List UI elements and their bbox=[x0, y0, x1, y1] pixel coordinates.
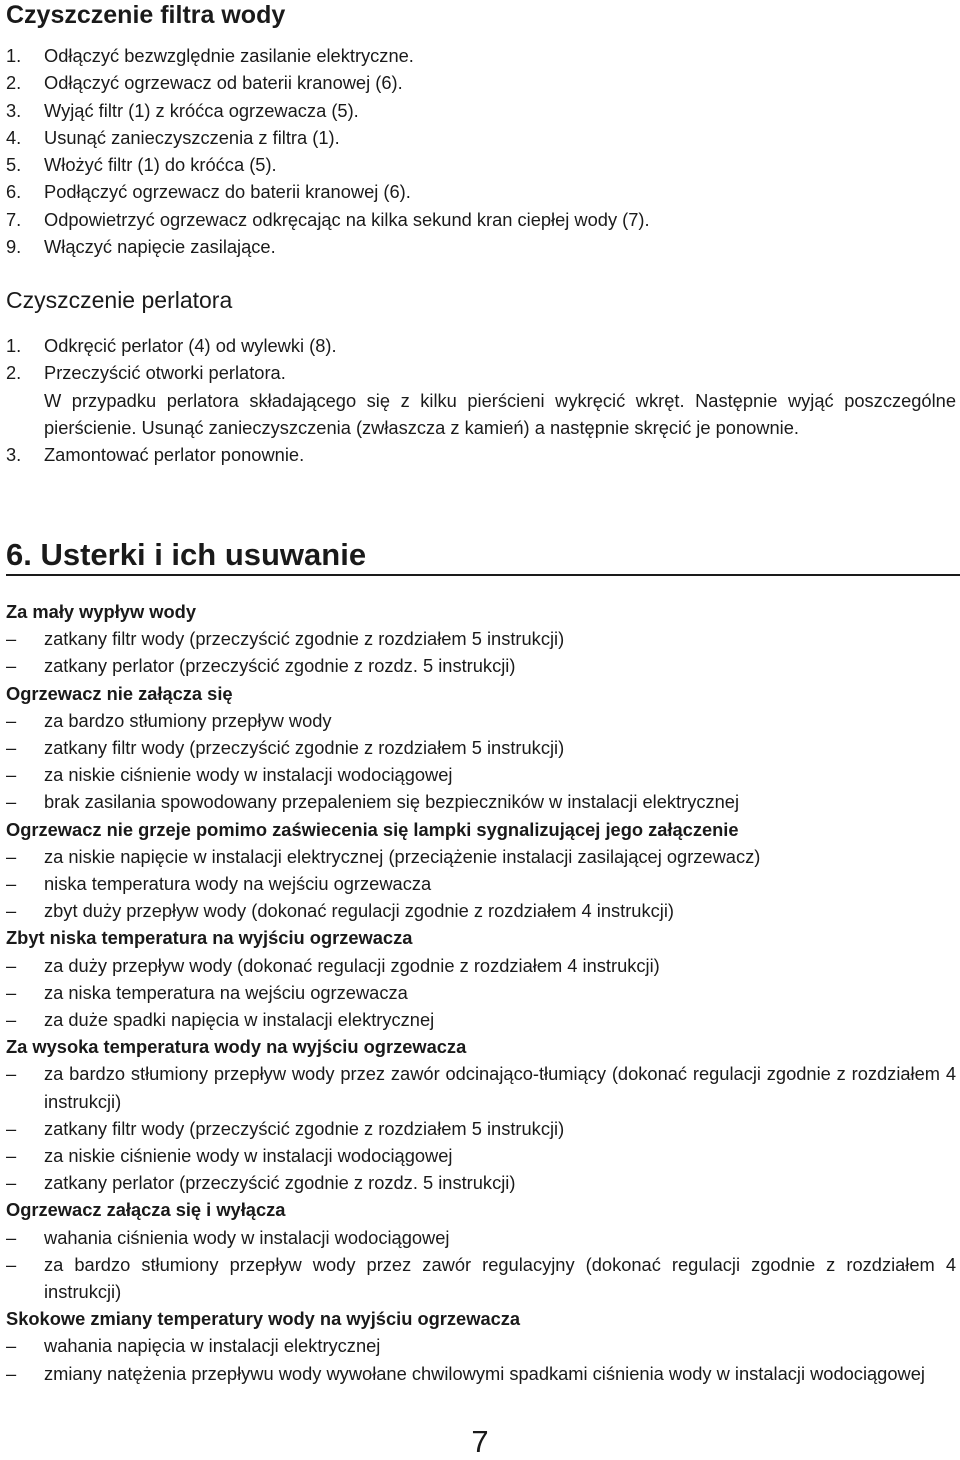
step-text: Odpowietrzyć ogrzewacz odkręcając na kilka sekund kran ciepłej wody (7). bbox=[44, 208, 650, 230]
fault-cause-text: wahania ciśnienia wody w instalacji wodociągowej bbox=[44, 1226, 450, 1248]
fault-cause-text: za bardzo stłumiony przepływ wody przez zawór odcinająco-tłumiący (dokonać regulacji zgodnie z rozdziałem 4 instrukcji) bbox=[44, 1063, 956, 1112]
step-text: Włożyć filtr (1) do króćca (5). bbox=[44, 154, 277, 176]
troubleshooting-heading-wrap bbox=[6, 536, 956, 574]
step-text: Zamontować perlator ponownie. bbox=[44, 444, 305, 466]
step-text: Włączyć napięcie zasilające. bbox=[44, 236, 276, 258]
list-item bbox=[6, 42, 956, 69]
fault-cause-text: za bardzo stłumiony przepływ wody bbox=[44, 709, 332, 731]
step-continuation-text: W przypadku perlatora składającego się z kilku pierścieni wykręcić wkręt. Następnie wyjąć poszczególne pierścienie. Usunąć zanieczyszczenia (zwłaszcza z kamień) a następnie skręcić je ponownie. bbox=[44, 389, 956, 438]
fault-cause-item bbox=[6, 1115, 956, 1142]
list-item bbox=[6, 206, 956, 233]
step-number: 1. bbox=[6, 45, 22, 66]
list-item bbox=[6, 124, 956, 151]
fault-cause-text: za bardzo stłumiony przepływ wody przez zawór regulacyjny (dokonać regulacji zgodnie z rozdziałem 4 instrukcji) bbox=[44, 1253, 956, 1303]
aerator-cleaning-steps bbox=[6, 332, 956, 468]
step-number: 9. bbox=[6, 236, 22, 258]
step-text: Usunąć zanieczyszczenia z filtra (1). bbox=[44, 126, 340, 148]
dash-bullet: – bbox=[6, 954, 17, 976]
step-text: Odkręcić perlator (4) od wylewki (8). bbox=[44, 335, 337, 356]
list-item bbox=[6, 332, 956, 359]
dash-bullet: – bbox=[6, 764, 17, 786]
list-item bbox=[6, 233, 956, 260]
fault-cause-text: wahania napięcia w instalacji elektrycznej bbox=[44, 1335, 381, 1357]
fault-group bbox=[6, 680, 956, 816]
filter-cleaning-heading: Czyszczenie filtra wody bbox=[6, 1, 286, 29]
fault-cause-item bbox=[6, 1332, 956, 1359]
fault-symptom-title: Skokowe zmiany temperatury wody na wyjściu ogrzewacza bbox=[6, 1308, 521, 1330]
aerator-cleaning-heading: Czyszczenie perlatora bbox=[6, 287, 233, 313]
page-number: 7 bbox=[471, 1424, 489, 1459]
fault-cause-item bbox=[6, 788, 956, 815]
fault-cause-text: zatkany perlator (przeczyścić zgodnie z rozdz. 5 instrukcji) bbox=[44, 1172, 516, 1194]
fault-symptom-title: Ogrzewacz nie załącza się bbox=[6, 682, 233, 704]
fault-cause-item bbox=[6, 761, 956, 788]
fault-cause-text: zatkany filtr wody (przeczyścić zgodnie z rozdziałem 5 instrukcji) bbox=[44, 737, 565, 759]
fault-cause-text: za niskie napięcie w instalacji elektrycznej (przeciążenie instalacji zasilającej ogrzewacz) bbox=[44, 845, 761, 867]
fault-symptom-title: Zbyt niska temperatura na wyjściu ogrzewacza bbox=[6, 927, 413, 949]
list-item bbox=[6, 359, 956, 386]
fault-cause-item bbox=[6, 1360, 956, 1387]
fault-cause-text: za duży przepływ wody (dokonać regulacji zgodnie z rozdziałem 4 instrukcji) bbox=[44, 954, 660, 976]
fault-group bbox=[6, 1196, 956, 1305]
dash-bullet: – bbox=[6, 981, 17, 1003]
step-number: 7. bbox=[6, 208, 22, 230]
fault-group bbox=[6, 598, 956, 680]
fault-symptom-title: Za wysoka temperatura wody na wyjściu ogrzewacza bbox=[6, 1036, 467, 1058]
fault-symptom-title: Za mały wypływ wody bbox=[6, 601, 196, 622]
step-number: 2. bbox=[6, 72, 22, 94]
dash-bullet: – bbox=[6, 628, 17, 650]
dash-bullet: – bbox=[6, 791, 17, 813]
fault-cause-text: zatkany filtr wody (przeczyścić zgodnie z rozdziałem 5 instrukcji) bbox=[44, 628, 565, 650]
dash-bullet: – bbox=[6, 1145, 17, 1167]
dash-bullet: – bbox=[6, 709, 17, 731]
step-number: 4. bbox=[6, 126, 22, 148]
step-text: Podłączyć ogrzewacz do baterii kranowej (6). bbox=[44, 181, 411, 203]
step-number: 6. bbox=[6, 181, 22, 203]
dash-bullet: – bbox=[6, 873, 17, 895]
list-item bbox=[6, 69, 956, 96]
troubleshooting-list bbox=[6, 598, 956, 1387]
filter-cleaning-steps bbox=[6, 42, 956, 260]
fault-cause-item bbox=[6, 979, 956, 1006]
fault-group bbox=[6, 816, 956, 925]
fault-cause-text: zbyt duży przepływ wody (dokonać regulacji zgodnie z rozdziałem 4 instrukcji) bbox=[44, 900, 674, 922]
list-item bbox=[6, 151, 956, 178]
step-text: Odłączyć bezwzględnie zasilanie elektryczne. bbox=[44, 45, 414, 66]
fault-cause-item bbox=[6, 870, 956, 897]
step-text: Wyjąć filtr (1) z króćca ogrzewacza (5). bbox=[44, 99, 359, 121]
fault-cause-item bbox=[6, 734, 956, 761]
dash-bullet: – bbox=[6, 737, 17, 759]
fault-cause-text: za niska temperatura na wejściu ogrzewacza bbox=[44, 981, 408, 1003]
fault-group bbox=[6, 1033, 956, 1196]
dash-bullet: – bbox=[6, 655, 17, 677]
fault-group bbox=[6, 924, 956, 1033]
step-number: 5. bbox=[6, 154, 22, 176]
fault-cause-text: za duże spadki napięcia w instalacji elektrycznej bbox=[44, 1009, 435, 1031]
list-item bbox=[6, 441, 956, 468]
fault-cause-item bbox=[6, 652, 956, 679]
fault-group bbox=[6, 1305, 956, 1387]
fault-cause-text: brak zasilania spowodowany przepaleniem się bezpieczników w instalacji elektrycznej bbox=[44, 791, 740, 813]
fault-cause-text: zatkany perlator (przeczyścić zgodnie z rozdz. 5 instrukcji) bbox=[44, 655, 516, 677]
dash-bullet: – bbox=[6, 845, 17, 867]
fault-cause-item bbox=[6, 952, 956, 979]
step-number: 3. bbox=[6, 444, 22, 466]
fault-symptom-title: Ogrzewacz nie grzeje pomimo zaświecenia się lampki sygnalizującej jego załączenie bbox=[6, 818, 739, 840]
dash-bullet: – bbox=[6, 1009, 17, 1031]
fault-cause-item bbox=[6, 1169, 956, 1196]
dash-bullet: – bbox=[6, 1362, 17, 1384]
step-number: 3. bbox=[6, 99, 22, 121]
fault-cause-text: za niskie ciśnienie wody w instalacji wodociągowej bbox=[44, 1145, 453, 1167]
step-text: Odłączyć ogrzewacz od baterii kranowej (6). bbox=[44, 72, 403, 94]
fault-cause-item bbox=[6, 1224, 956, 1251]
fault-cause-item bbox=[6, 625, 956, 652]
fault-cause-item bbox=[6, 707, 956, 734]
fault-symptom-title: Ogrzewacz załącza się i wyłącza bbox=[6, 1199, 286, 1221]
dash-bullet: – bbox=[6, 1226, 17, 1248]
dash-bullet: – bbox=[6, 1253, 17, 1275]
dash-bullet: – bbox=[6, 1063, 17, 1085]
fault-cause-item bbox=[6, 897, 956, 924]
dash-bullet: – bbox=[6, 1335, 17, 1357]
fault-cause-text: niska temperatura wody na wejściu ogrzewacza bbox=[44, 873, 432, 895]
dash-bullet: – bbox=[6, 900, 17, 922]
troubleshooting-heading: 6. Usterki i ich usuwanie bbox=[6, 537, 367, 572]
fault-cause-text: zmiany natężenia przepływu wody wywołane chwilowymi spadkami ciśnienia wody w instalacji wodociągowej bbox=[44, 1362, 925, 1384]
dash-bullet: – bbox=[6, 1172, 17, 1194]
fault-cause-item bbox=[6, 1060, 956, 1114]
list-item bbox=[6, 178, 956, 205]
fault-cause-text: za niskie ciśnienie wody w instalacji wodociągowej bbox=[44, 764, 453, 786]
heading-divider bbox=[6, 574, 960, 576]
fault-cause-item bbox=[6, 1006, 956, 1033]
dash-bullet: – bbox=[6, 1117, 17, 1139]
step-text: Przeczyścić otworki perlatora. bbox=[44, 362, 286, 384]
fault-cause-item bbox=[6, 1251, 956, 1305]
list-item bbox=[6, 97, 956, 124]
step-number: 2. bbox=[6, 362, 22, 384]
fault-cause-item bbox=[6, 843, 956, 870]
fault-cause-text: zatkany filtr wody (przeczyścić zgodnie z rozdziałem 5 instrukcji) bbox=[44, 1117, 565, 1139]
fault-cause-item bbox=[6, 1142, 956, 1169]
step-number: 1. bbox=[6, 335, 22, 356]
